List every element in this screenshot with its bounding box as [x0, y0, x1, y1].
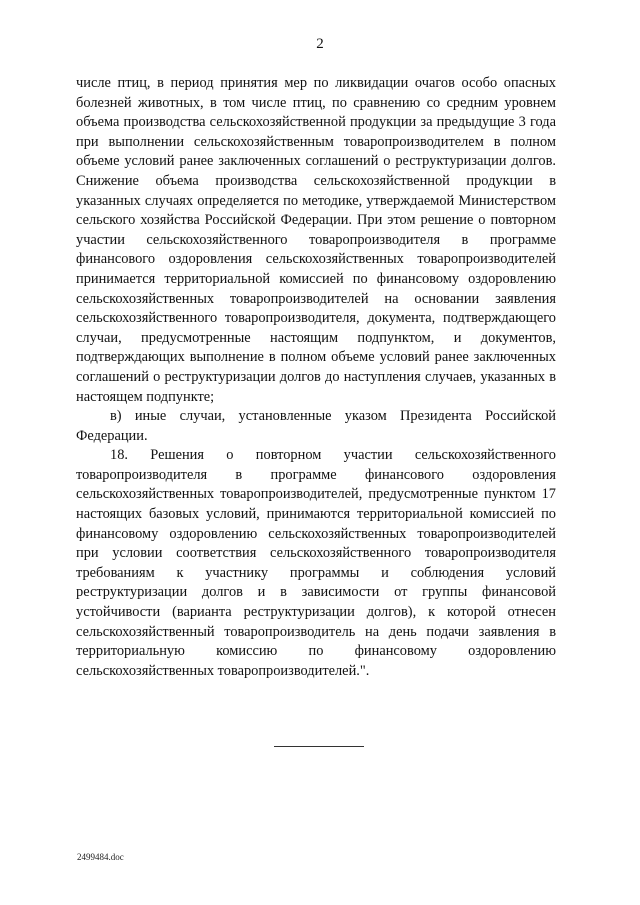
document-file-id: 2499484.doc	[77, 852, 124, 862]
paragraph-subitem-v: в) иные случаи, установленные указом Президента Российской Федерации.	[76, 408, 556, 444]
document-body	[76, 74, 556, 681]
page-number: 2	[316, 36, 324, 52]
closing-divider	[274, 746, 364, 747]
paragraph-continuation: числе птиц, в период принятия мер по ликвидации очагов особо опасных болезней животных, в том числе птиц, по сравнению со средним уровнем объема производства сельскохозяйственной продукции за предыдущие 3 года при выполнении сельскохозяйственным товаропроизводителем в полном объеме условий ранее заключенных соглашений о реструктуризации долгов. Снижение объема производства сельскохозяйственной продукции в указанных случаях определяется по методике, утверждаемой Министерством сельского хозяйства Российской Федерации. При этом решение о повторном участии сельскохозяйственного товаропроизводителя в программе финансового оздоровления сельскохозяйственных товаропроизводителей принимается территориальной комиссией по финансовому оздоровлению сельскохозяйственных товаропроизводителей на основании заявления сельскохозяйственного товаропроизводителя, документа, подтверждающего случаи, предусмотренные настоящим подпунктом, и документов, подтверждающих выполнение в полном объеме условий ранее заключенных соглашений о реструктуризации долгов до наступления случаев, указанных в настоящем подпункте;	[76, 75, 556, 405]
paragraph-item-18: 18. Решения о повторном участии сельскохозяйственного товаропроизводителя в программе финансового оздоровления сельскохозяйственных товаропроизводителей, предусмотренные пунктом 17 настоящих базовых условий, принимаются территориальной комиссией по финансовому оздоровлению сельскохозяйственных товаропроизводителей при условии соответствия сельскохозяйственного товаропроизводителя требованиям к участнику программы и соблюдения условий реструктуризации долгов и в зависимости от группы финансовой устойчивости (варианта реструктуризации долгов), к которой отнесен сельскохозяйственный товаропроизводитель на день подачи заявления в территориальную комиссию по финансовому оздоровлению сельскохозяйственных товаропроизводителей.".	[76, 447, 556, 679]
